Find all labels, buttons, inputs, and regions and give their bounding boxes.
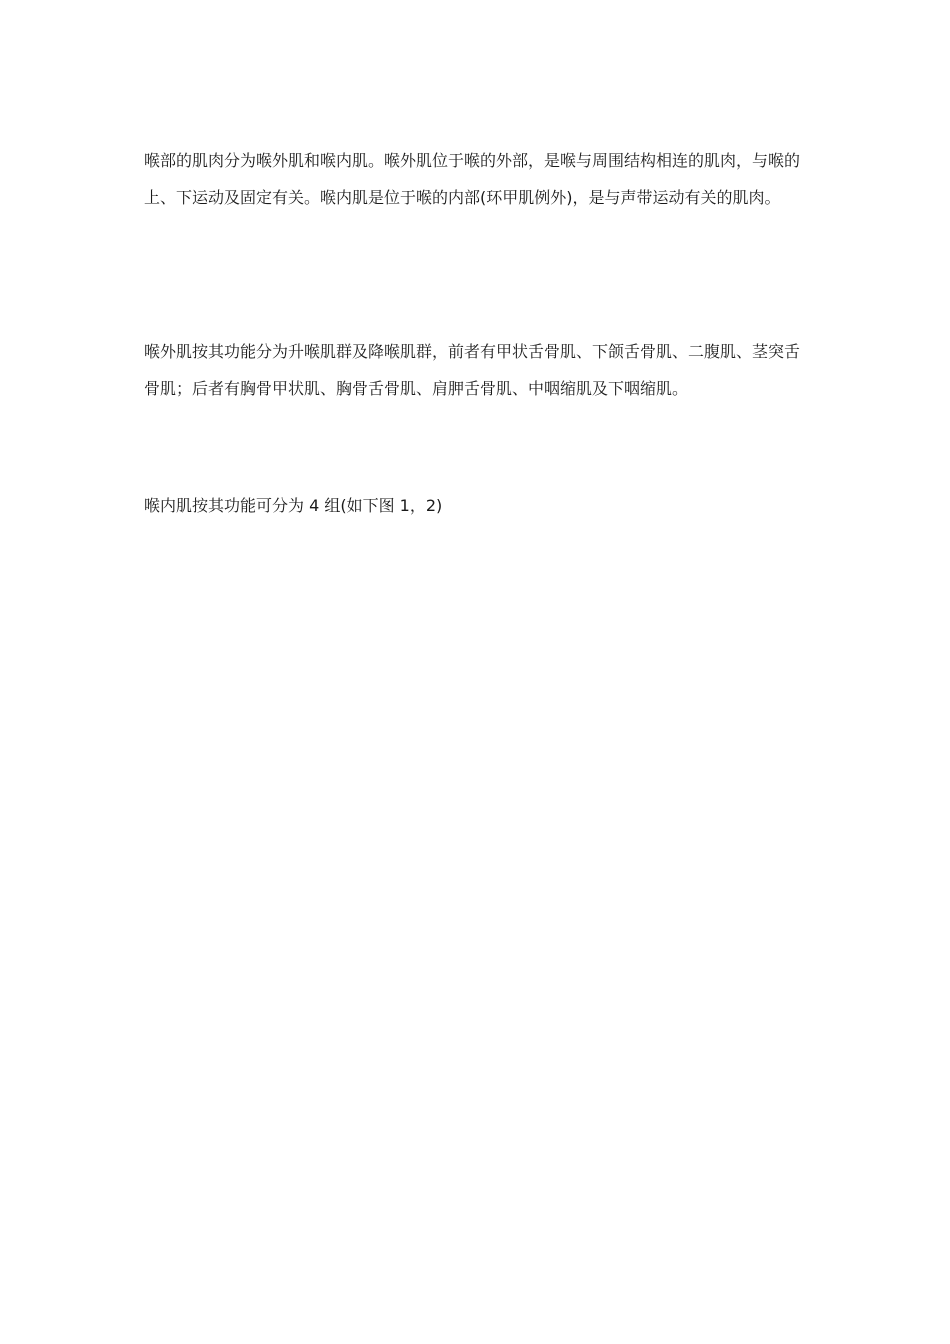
paragraph-intrinsic-muscles: 喉内肌按其功能可分为 4 组(如下图 1，2) bbox=[144, 496, 443, 515]
paragraph-laryngeal-muscles-intro: 喉部的肌肉分为喉外肌和喉内肌。喉外肌位于喉的外部，是喉与周围结构相连的肌肉，与喉的上、下运动及固定有关。喉内肌是位于喉的内部(环甲肌例外)，是与声带运动有关的肌肉。 bbox=[144, 151, 801, 207]
paragraph-extrinsic-muscles: 喉外肌按其功能分为升喉肌群及降喉肌群，前者有甲状舌骨肌、下颌舌骨肌、二腹肌、茎突舌骨肌；后者有胸骨甲状肌、胸骨舌骨肌、肩胛舌骨肌、中咽缩肌及下咽缩肌。 bbox=[144, 342, 801, 398]
